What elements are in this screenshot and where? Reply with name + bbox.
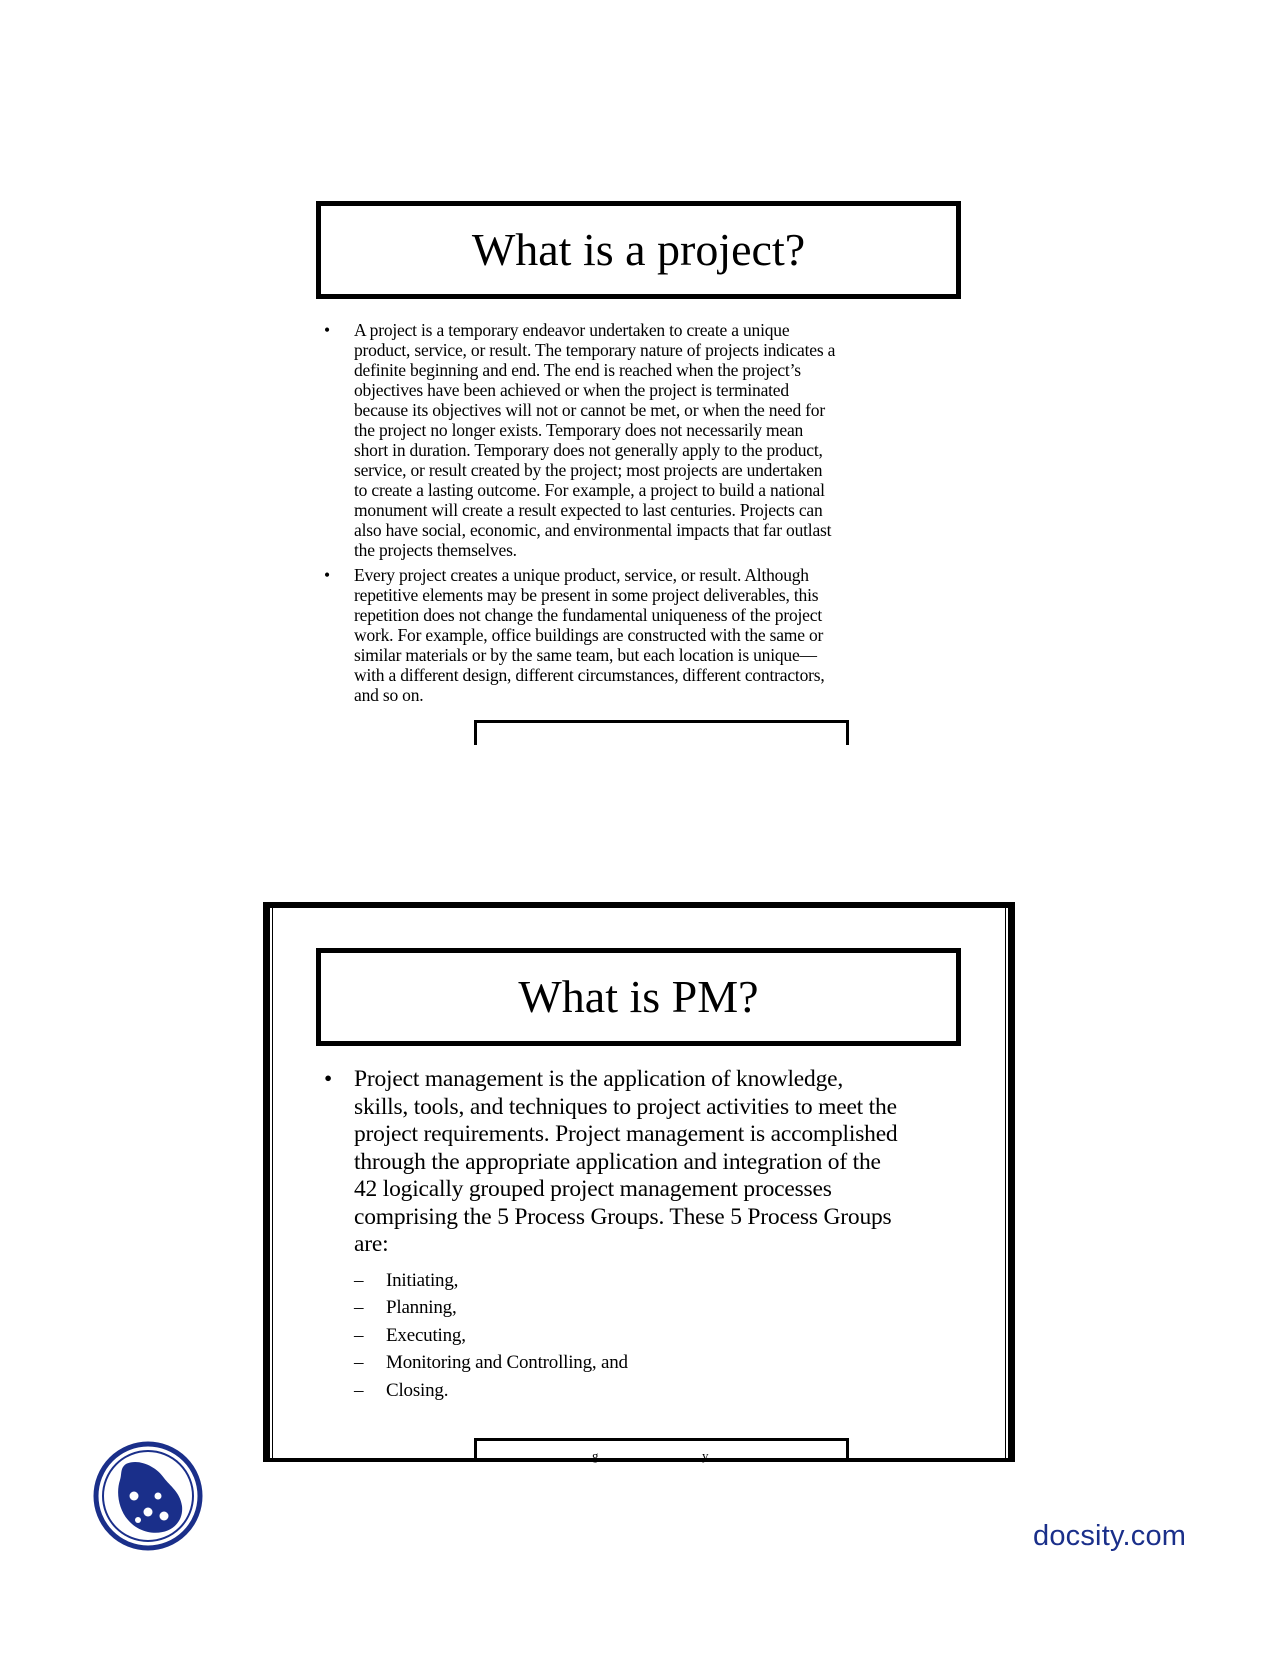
slide2-bullet-1 bbox=[324, 1066, 984, 1404]
bullet-icon: • bbox=[324, 1066, 333, 1092]
docsity-logo-icon bbox=[92, 1440, 204, 1552]
slide2-title-box bbox=[316, 948, 961, 1046]
docsity-brand-link[interactable]: docsity.com bbox=[1033, 1520, 1187, 1552]
slide1-bullet-1 bbox=[324, 320, 964, 560]
slide1-bullet-2 bbox=[324, 565, 964, 705]
slide1-title: What is a project? bbox=[471, 224, 806, 275]
slide2-footer-bracket bbox=[474, 1438, 849, 1463]
dash-icon: – bbox=[354, 1269, 364, 1291]
dash-icon: – bbox=[354, 1352, 364, 1373]
slide2-footer-cut-letter-2: y bbox=[702, 1448, 709, 1463]
sub-item-executing: – Executing, bbox=[354, 1322, 984, 1350]
bullet-icon: • bbox=[324, 565, 330, 585]
sub-item-monitoring: – Monitoring and Controlling, and bbox=[354, 1349, 984, 1377]
slide2-footer-cut-letter-1: g bbox=[592, 1448, 599, 1463]
dash-icon: – bbox=[354, 1324, 364, 1346]
slide2-sub-list bbox=[354, 1267, 984, 1405]
bullet-icon: • bbox=[324, 320, 330, 340]
slide1-footer-bracket bbox=[474, 720, 849, 745]
sub-item-initiating: – Initiating, bbox=[354, 1267, 984, 1295]
slide1-title-box bbox=[316, 201, 961, 299]
dash-icon: – bbox=[354, 1297, 364, 1318]
slide2-bullet-list bbox=[324, 1066, 984, 1404]
slide2-bullet-1-text: Project management is the application of knowledge, skills, tools, and techniques to project activities to meet the project requirements. Project management is accomplished through the appropriate application and integration of the 42 logically grouped project management processes comprising the 5 Process Groups. These 5 Process Groups are: bbox=[354, 1066, 898, 1257]
slide1-bullet-1-text: A project is a temporary endeavor undertaken to create a unique product, service, or result. The temporary nature of projects indicates a definite beginning and end. The end is reached when the project’s objectives have been achieved or when the project is terminated because its objectives will not or cannot be met, or when the need for the project no longer exists. Temporary does not necessarily mean short in duration. Temporary does not generally apply to the product, service, or result created by the project; most projects are undertaken to create a lasting outcome. For example, a project to build a national monument will create a result expected to last centuries. Projects can also have social, economic, and environmental impacts that far outlast the projects themselves. bbox=[354, 320, 836, 560]
dash-icon: – bbox=[354, 1379, 364, 1401]
slide2-title: What is PM? bbox=[518, 971, 759, 1022]
slide1-bullet-list bbox=[324, 320, 964, 705]
sub-item-closing: – Closing. bbox=[354, 1377, 984, 1405]
slide1-bullet-2-text: Every project creates a unique product, service, or result. Although repetitive elements may be present in some project deliverables, this repetition does not change the fundamental uniqueness of the project work. For example, office buildings are constructed with the same or similar materials or by the same team, but each location is unique— with a different design, different circumstances, different contractors, and so on. bbox=[354, 565, 825, 705]
sub-item-planning: – Planning, bbox=[354, 1294, 984, 1322]
